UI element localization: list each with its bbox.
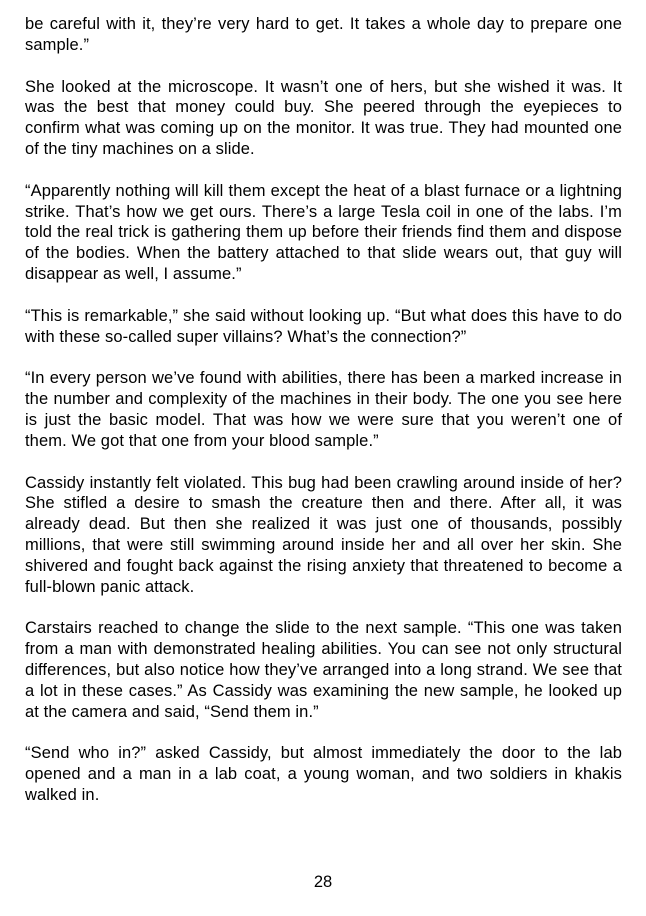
paragraph: “In every person we’ve found with abilities, there has been a marked increase in the number and complexity of the machines in their body. The one you see here is just the basic model. That was how we were sure that you weren’t one of them. We got that one from your blood sample.” xyxy=(25,369,622,450)
paragraph: be careful with it, they’re very hard to get. It takes a whole day to prepare one sample.” xyxy=(25,15,622,54)
paragraph: She looked at the microscope. It wasn’t one of hers, but she wished it was. It was the best that money could buy. She peered through the eyepieces to confirm what was coming up on the monitor. It was true. They had mounted one of the tiny machines on a slide. xyxy=(25,77,622,158)
paragraph: “Apparently nothing will kill them except the heat of a blast furnace or a lightning strike. That’s how we get ours. There’s a large Tesla coil in one of the labs. I’m told the real trick is gathering them up before their friends find them and dispose of the bodies. When the battery attached to that slide wears out, that guy will disappear as well, I assume.” xyxy=(25,181,622,283)
paragraph: “Send who in?” asked Cassidy, but almost immediately the door to the lab opened and a man in a lab coat, a young woman, and two soldiers in khakis walked in. xyxy=(25,744,622,804)
paragraph: Carstairs reached to change the slide to the next sample. “This one was taken from a man with demonstrated healing abilities. You can see not only structural differences, but also notice how they’ve arranged into a long strand. We see that a lot in these cases.” As Cassidy was examining the new sample, he looked up at the camera and said, “Send them in.” xyxy=(25,619,622,721)
paragraph: “This is remarkable,” she said without looking up. “But what does this have to do with these so-called super villains? What’s the connection?” xyxy=(25,306,622,346)
page-number: 28 xyxy=(313,873,333,891)
page-body-text xyxy=(25,14,622,806)
paragraph: Cassidy instantly felt violated. This bug had been crawling around inside of her? She stifled a desire to smash the creature then and there. After all, it was already dead. But then she realized it was just one of thousands, possibly millions, that were still swimming around inside her and all over her skin. She shivered and fought back against the rising anxiety that threatened to become a full-blown panic attack. xyxy=(25,473,622,596)
